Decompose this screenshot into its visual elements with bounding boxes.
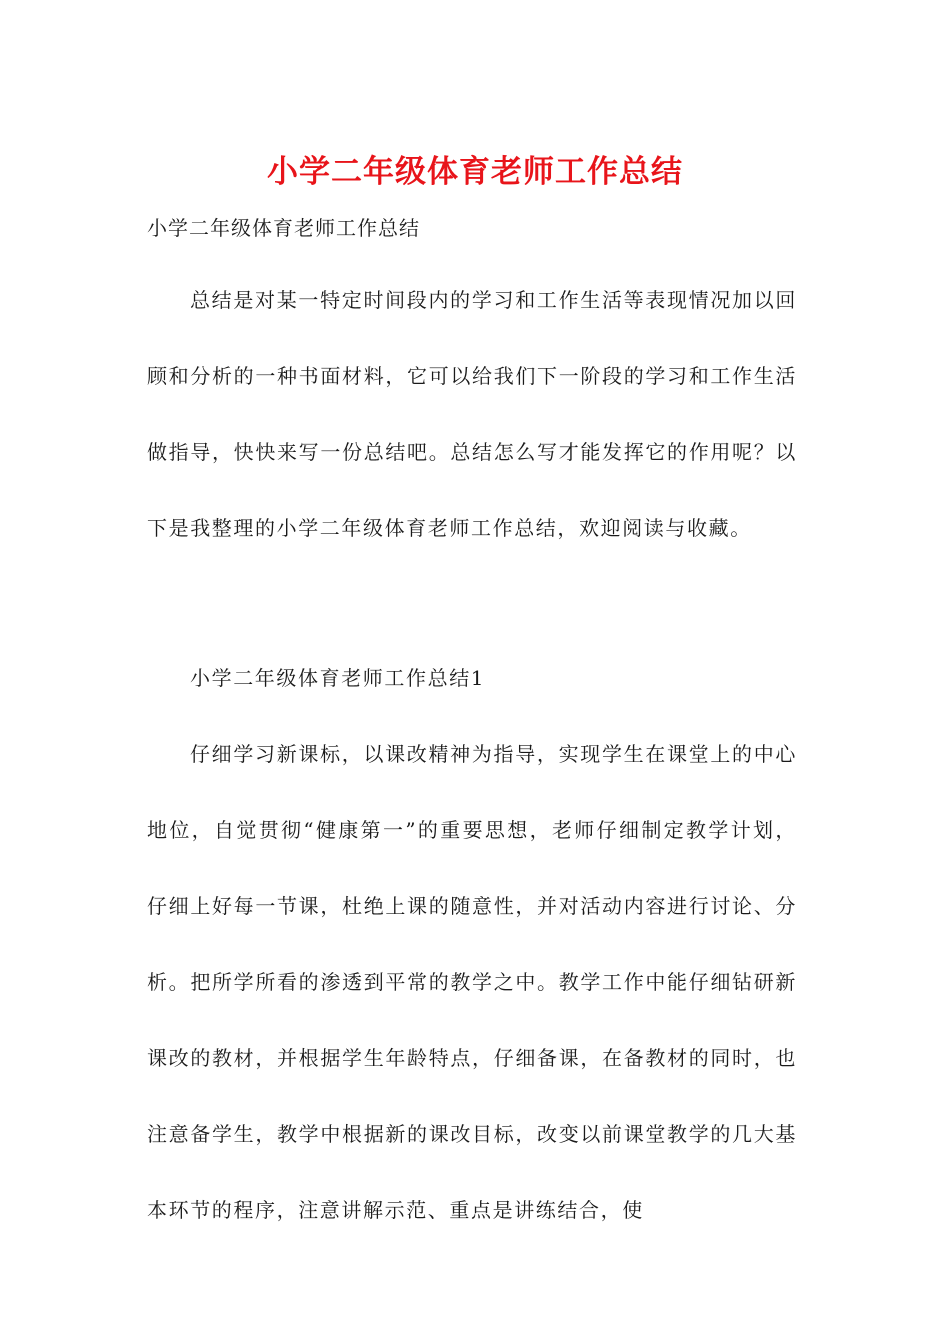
document-subtitle: 小学二年级体育老师工作总结 [147, 216, 420, 240]
document-title: 小学二年级体育老师工作总结 [267, 154, 683, 190]
section-paragraph: 仔细学习新课标，以课改精神为指导，实现学生在课堂上的中心地位，自觉贯彻“健康第一”的重要思想，老师仔细制定教学计划，仔细上好每一节课，杜绝上课的随意性，并对活动内容进行讨论、分析。把所学所看的渗透到平常的教学之中。教学工作中能仔细钻研新课改的教材，并根据学生年龄特点，仔细备课，在备教材的同时，也注意备学生，教学中根据新的课改目标，改变以前课堂教学的几大基本环节的程序，注意讲解示范、重点是讲练结合，使 [147, 742, 797, 1222]
section-heading: 小学二年级体育老师工作总结1 [190, 666, 486, 690]
intro-paragraph: 总结是对某一特定时间段内的学习和工作生活等表现情况加以回顾和分析的一种书面材料，它可以给我们下一阶段的学习和工作生活做指导，快快来写一份总结吧。总结怎么写才能发挥它的作用呢？以下是我整理的小学二年级体育老师工作总结，欢迎阅读与收藏。 [147, 288, 797, 540]
